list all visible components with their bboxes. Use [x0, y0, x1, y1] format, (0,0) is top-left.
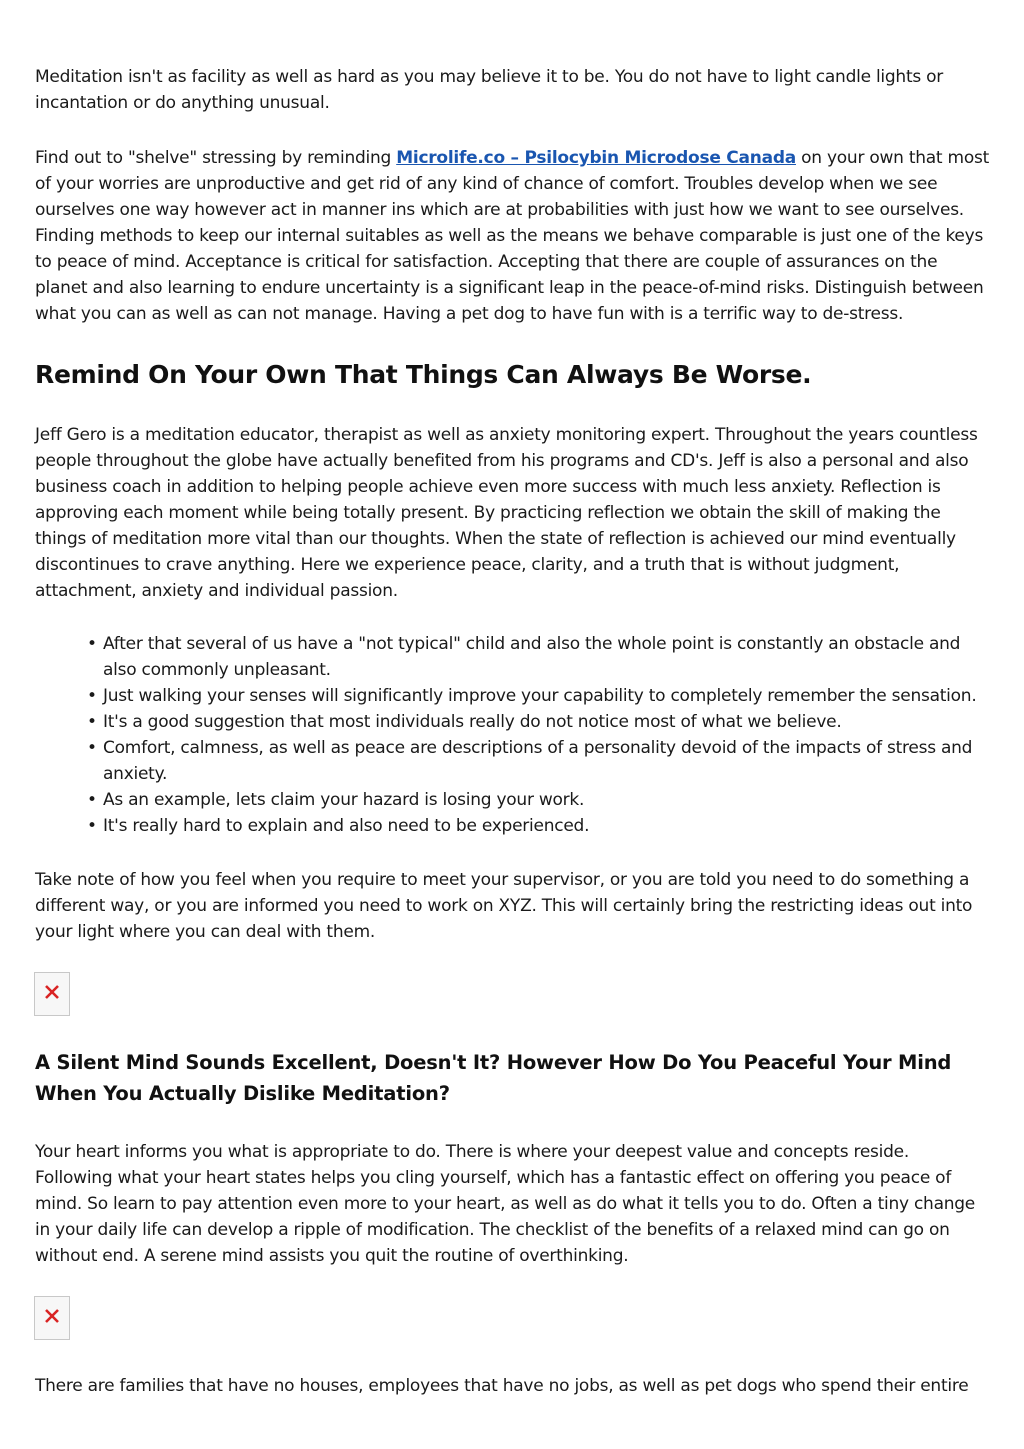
- paragraph-families: There are families that have no houses, employees that have no jobs, as well as pet dogs who spend their entire: [35, 1376, 969, 1396]
- list-item: • Comfort, calmness, as well as peace are descriptions of a personality devoid of the impacts of stress and anxiety.: [35, 735, 991, 787]
- broken-image-icon: [34, 1296, 70, 1340]
- bullet-list: [35, 631, 991, 839]
- list-item: • After that several of us have a "not typical" child and also the whole point is constantly an obstacle and also commonly unpleasant.: [35, 631, 991, 683]
- close-x-icon: [43, 1307, 61, 1325]
- paragraph-take-note: Take note of how you feel when you require to meet your supervisor, or you are told you need to do something a different way, or you are informed you need to work on XYZ. This will certainly bring the restricting ideas out into your light where you can deal with them.: [35, 870, 973, 942]
- paragraph-jeff-gero: Jeff Gero is a meditation educator, therapist as well as anxiety monitoring expert. Throughout the years countless people throughout the globe have actually benefited from his programs and CD's. Jeff is also a personal and also business coach in addition to helping people achieve even more success with much less anxiety. Reflection is approving each moment while being totally present. By practicing reflection we obtain the skill of making the things of meditation more vital than our thoughts. When the state of reflection is achieved our mind eventually discontinues to crave anything. Here we experience peace, clarity, and a truth that is without judgment, attachment, anxiety and individual passion.: [35, 425, 978, 601]
- close-x-icon: [43, 983, 61, 1001]
- microlife-link[interactable]: Microlife.co – Psilocybin Microdose Canada: [396, 148, 796, 168]
- list-item: • It's really hard to explain and also need to be experienced.: [35, 813, 991, 839]
- paragraph-text-before-link: Find out to "shelve" stressing by reminding: [35, 148, 397, 168]
- heading-remind-yourself: Remind On Your Own That Things Can Always Be Worse.: [35, 360, 812, 389]
- list-item: • As an example, lets claim your hazard is losing your work.: [35, 787, 991, 813]
- paragraph-heart: Your heart informs you what is appropriate to do. There is where your deepest value and concepts reside. Following what your heart states helps you cling yourself, which has a fantastic effect on offering you peace of mind. So learn to pay attention even more to your heart, as well as do what it tells you to do. Often a tiny change in your daily life can develop a ripple of modification. The checklist of the benefits of a relaxed mind can go on without end. A serene mind assists you quit the routine of overthinking.: [35, 1142, 976, 1266]
- paragraph-shelve-stressing: [35, 145, 991, 327]
- heading-silent-mind: A Silent Mind Sounds Excellent, Doesn't It? However How Do You Peaceful Your Mind When You Actually Dislike Meditation?: [35, 1051, 952, 1105]
- broken-image-icon: [34, 972, 70, 1016]
- paragraph-text-after-link: on your own that most of your worries are unproductive and get rid of any kind of chance of comfort. Troubles develop when we see ourselves one way however act in manner ins which are at probabilities with just how we want to see ourselves. Finding methods to keep our internal suitables as well as the means we behave comparable is just one of the keys to peace of mind. Acceptance is critical for satisfaction. Accepting that there are couple of assurances on the planet and also learning to endure uncertainty is a significant leap in the peace-of-mind risks. Distinguish between what you can as well as can not manage. Having a pet dog to have fun with is a terrific way to de-stress.: [35, 148, 989, 324]
- paragraph-intro: Meditation isn't as facility as well as hard as you may believe it to be. You do not have to light candle lights or incantation or do anything unusual.: [35, 67, 944, 113]
- list-item: • It's a good suggestion that most individuals really do not notice most of what we believe.: [35, 709, 991, 735]
- list-item: • Just walking your senses will significantly improve your capability to completely remember the sensation.: [35, 683, 991, 709]
